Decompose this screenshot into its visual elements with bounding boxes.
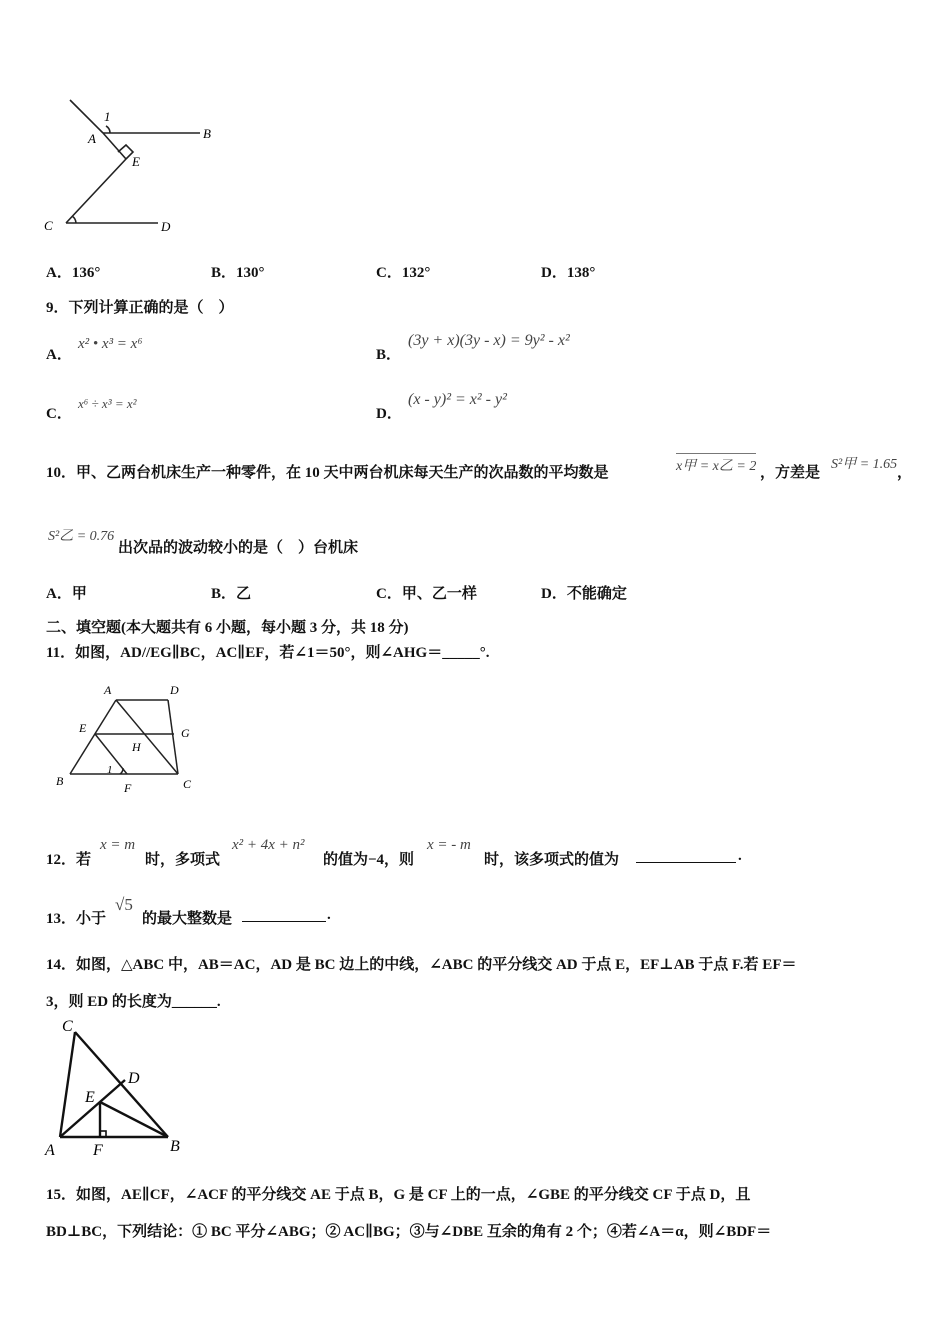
q13-sqrt-expr: √5 <box>115 895 133 914</box>
q12-answer-blank[interactable] <box>636 848 736 863</box>
q14-line-1: 14．如图，△ABC 中，AB＝AC，AD 是 BC 边上的中线，∠ABC 的平分线交 AD 于点 E，EF⊥AB 于点 F.若 EF＝ <box>46 957 797 973</box>
q10-stem-c: 出次品的波动较小的是（ ）台机床 <box>118 540 359 556</box>
q8-option-b: B．130° <box>211 265 265 281</box>
q8-figure <box>40 95 230 240</box>
q8-label-C: C <box>44 218 53 233</box>
q8-option-c: C．132° <box>376 265 431 281</box>
q12-part-4: 时，该多项式的值为 <box>484 852 620 868</box>
q8-label-1: 1 <box>104 109 111 124</box>
q10-stem-b: ，方差是 <box>760 465 821 481</box>
q8-label-B: B <box>203 126 211 141</box>
q13-part-2: 的最大整数是 <box>142 911 233 927</box>
q15-line-1: 15．如图，AE∥CF，∠ACF 的平分线交 AE 于点 B，G 是 CF 上的一点，∠GBE 的平分线交 CF 于点 D，且 <box>46 1187 751 1203</box>
q12-expr-3: x = - m <box>427 837 471 853</box>
q13-part-1: 13．小于 <box>46 911 107 927</box>
q14-label-D: D <box>128 1070 140 1087</box>
q12-end: . <box>738 848 742 864</box>
q8-option-d: D．138° <box>541 265 596 281</box>
q10-stem-a: 10．甲、乙两台机床生产一种零件，在 10 天中两台机床每天生产的次品数的平均数是 <box>46 465 609 481</box>
q11-label-C: C <box>183 777 192 791</box>
q10-mean-expr: x甲 = x乙 = 2 <box>676 453 756 475</box>
q10-option-a: A．甲 <box>46 586 87 602</box>
q10-comma: ， <box>897 465 913 481</box>
q12-part-3: 的值为−4，则 <box>323 852 415 868</box>
q13-answer-blank[interactable] <box>242 907 326 922</box>
q11-label-A: A <box>104 683 112 697</box>
q9-option-a-letter: A． <box>46 347 72 363</box>
q11-label-B: B <box>56 774 64 788</box>
q9-option-c-expr: x⁶ ÷ x³ = x² <box>78 396 137 411</box>
q12-part-1: 12．若 <box>46 852 92 868</box>
q8-label-E: E <box>132 154 140 169</box>
q10-option-c: C．甲、乙一样 <box>376 586 477 602</box>
q9-option-c-letter: C． <box>46 406 72 422</box>
q12-expr-1: x = m <box>100 837 136 853</box>
q10-var2-expr: S²乙 = 0.76 <box>48 529 115 544</box>
q15-line-2: BD⊥BC，下列结论：① BC 平分∠ABG；② AC∥BG；③与∠DBE 互余的角有 2 个；④若∠A＝α，则∠BDF＝ <box>46 1224 772 1240</box>
q11-label-H: H <box>132 740 141 754</box>
q10-var1-expr: S²甲 = 1.65 <box>831 457 898 472</box>
q14-label-B: B <box>170 1138 180 1155</box>
q11-label-F: F <box>124 781 132 795</box>
q11-label-D: D <box>170 683 179 697</box>
q11-label-G: G <box>181 726 190 740</box>
q13-end: . <box>327 907 331 923</box>
q11-stem: 11．如图，AD//EG∥BC，AC∥EF，若∠1＝50°，则∠AHG＝_____°. <box>46 645 490 661</box>
q14-line-2: 3，则 ED 的长度为______. <box>46 994 221 1010</box>
q8-option-a: A．136° <box>46 265 101 281</box>
q14-figure <box>40 1015 200 1160</box>
q9-option-a-expr: x² • x³ = x⁶ <box>78 336 143 352</box>
q9-option-d-expr: (x - y)² = x² - y² <box>408 391 507 408</box>
q14-label-E: E <box>85 1089 95 1106</box>
q12-part-2: 时，多项式 <box>145 852 221 868</box>
q12-expr-2: x² + 4x + n² <box>232 837 305 853</box>
q11-label-E: E <box>79 721 87 735</box>
q8-label-A: A <box>88 131 96 146</box>
section-2-heading: 二、填空题(本大题共有 6 小题，每小题 3 分，共 18 分) <box>46 620 409 636</box>
q14-label-A: A <box>45 1142 55 1159</box>
q9-stem: 9．下列计算正确的是（ ） <box>46 300 234 316</box>
q10-option-b: B．乙 <box>211 586 252 602</box>
q9-option-d-letter: D． <box>376 406 402 422</box>
q14-label-F: F <box>93 1142 103 1159</box>
q11-figure <box>50 680 210 800</box>
q8-label-D: D <box>161 219 171 234</box>
q11-label-1: 1 <box>107 764 113 776</box>
q9-option-b-letter: B． <box>376 347 402 363</box>
q14-label-C: C <box>62 1018 73 1035</box>
q10-option-d: D．不能确定 <box>541 586 627 602</box>
q9-option-b-expr: (3y + x)(3y - x) = 9y² - x² <box>408 332 570 349</box>
